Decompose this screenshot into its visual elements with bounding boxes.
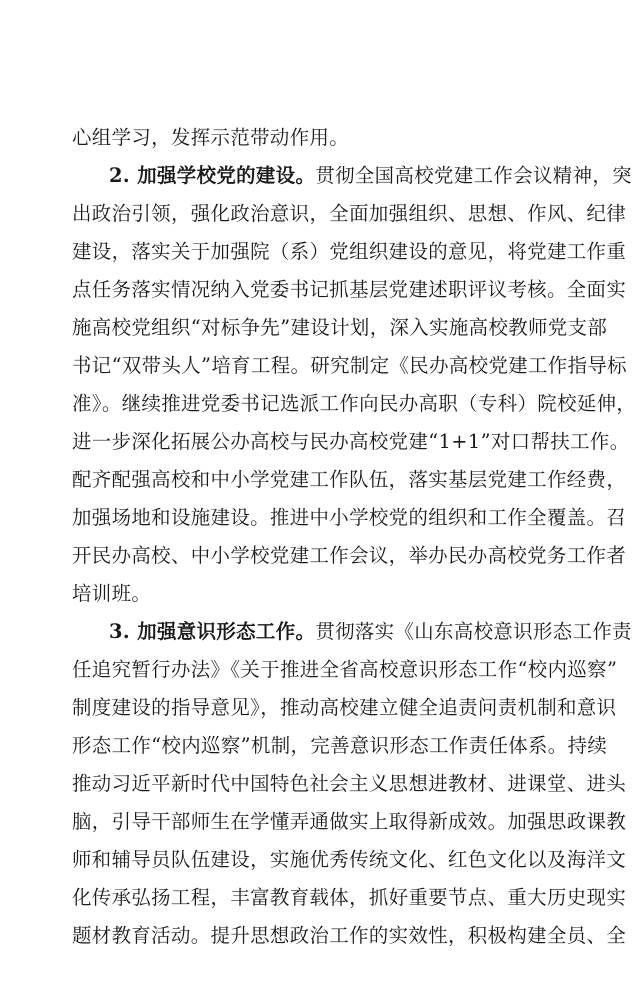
text-line: 施高校党组织“对标争先”建设计划，深入实施高校教师党支部 [72, 316, 608, 339]
text-line: 加强场地和设施建设。推进中小学校党的组织和工作全覆盖。召 [72, 506, 627, 529]
text-line: 出政治引领，强化政治意识，全面加强组织、思想、作风、纪律 [72, 202, 627, 225]
section-3-first-line [109, 613, 632, 651]
text-line: 培训班。 [72, 582, 152, 605]
text-line: 建设，落实关于加强院（系）党组织建设的意见，将党建工作重 [72, 240, 627, 263]
text-line: 题材教育活动。提升思想政治工作的实效性，积极构建全员、全 [72, 924, 627, 947]
text-line: 推动习近平新时代中国特色社会主义思想进教材、进课堂、进头 [72, 772, 627, 795]
text-line: 形态工作“校内巡察”机制，完善意识形态工作责任体系。持续 [72, 734, 608, 757]
section-3-heading: 3. 加强意识形态工作。 [109, 620, 316, 643]
text-line: 准》。继续推进党委书记选派工作向民办高职（专科）院校延伸， [72, 392, 637, 415]
text-line: 点任务落实情况纳入党委书记抓基层党建述职评议考核。全面实 [72, 278, 627, 301]
text-line: 开民办高校、中小学校党建工作会议，举办民办高校党务工作者 [72, 544, 627, 567]
text-line: 脑，引导干部师生在学懂弄通做实上取得新成效。加强思政课教 [72, 810, 627, 833]
section-2-first-line [109, 157, 632, 195]
text-line: 进一步深化拓展公办高校与民办高校党建“1+1”对口帮扶工作。 [72, 430, 630, 453]
text-line: 心组学习，发挥示范带动作用。 [72, 126, 350, 149]
section-2-heading: 2. 加强学校党的建设。 [109, 164, 316, 187]
section-3-lead: 贯彻落实《山东高校意识形态工作责 [315, 620, 632, 643]
text-line: 配齐配强高校和中小学党建工作队伍，落实基层党建工作经费， [72, 468, 627, 491]
text-line: 任追究暂行办法》《关于推进全省高校意识形态工作“校内巡察” [72, 658, 618, 681]
text-line: 化传承弘扬工程，丰富教育载体，抓好重要节点、重大历史现实 [72, 886, 627, 909]
section-2-lead: 贯彻全国高校党建工作会议精神，突 [315, 164, 632, 187]
text-line: 书记“双带头人”培育工程。研究制定《民办高校党建工作指导标 [72, 354, 627, 377]
text-line: 师和辅导员队伍建设，实施优秀传统文化、红色文化以及海洋文 [72, 848, 627, 871]
text-line: 制度建设的指导意见》，推动高校建立健全追责问责机制和意识 [72, 696, 617, 719]
